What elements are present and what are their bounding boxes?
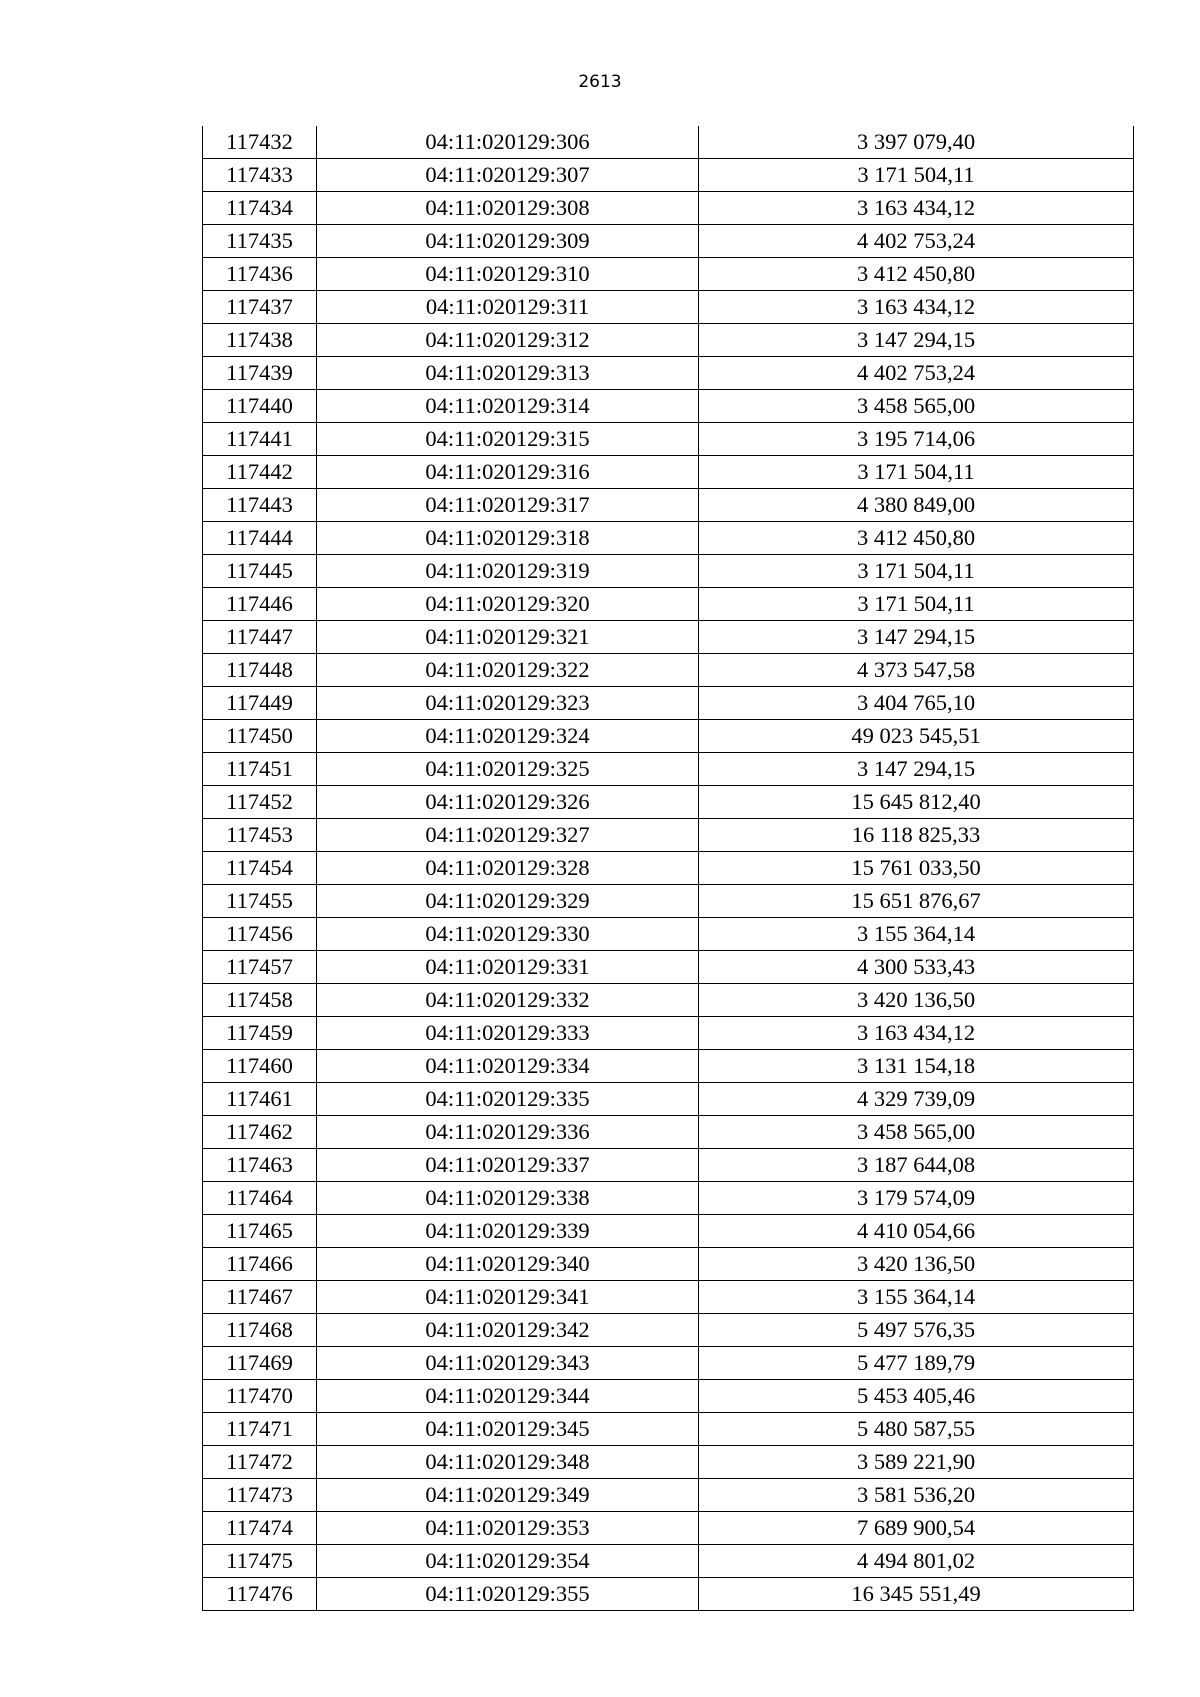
cadastral-number-cell: 04:11:020129:319 [317,555,699,588]
table-row [203,423,1134,456]
cadastral-value-cell: 3 404 765,10 [699,687,1134,720]
table-row [203,1182,1134,1215]
cadastral-number-cell: 04:11:020129:316 [317,456,699,489]
table-body [203,126,1134,1611]
row-number-cell: 117476 [203,1578,317,1611]
cadastral-number-cell: 04:11:020129:321 [317,621,699,654]
cadastral-number-cell: 04:11:020129:328 [317,852,699,885]
table-row [203,1116,1134,1149]
cadastral-value-cell: 3 171 504,11 [699,588,1134,621]
row-number-cell: 117445 [203,555,317,588]
cadastral-number-cell: 04:11:020129:341 [317,1281,699,1314]
table-row [203,555,1134,588]
row-number-cell: 117434 [203,192,317,225]
row-number-cell: 117436 [203,258,317,291]
cadastral-value-cell: 3 171 504,11 [699,159,1134,192]
table-row [203,1314,1134,1347]
table-row [203,1149,1134,1182]
row-number-cell: 117433 [203,159,317,192]
row-number-cell: 117466 [203,1248,317,1281]
table-row [203,1281,1134,1314]
cadastral-value-cell: 3 179 574,09 [699,1182,1134,1215]
page-number: 2613 [578,72,622,92]
cadastral-number-cell: 04:11:020129:329 [317,885,699,918]
row-number-cell: 117444 [203,522,317,555]
cadastral-value-cell: 3 163 434,12 [699,291,1134,324]
cadastral-value-cell: 15 651 876,67 [699,885,1134,918]
cadastral-number-cell: 04:11:020129:343 [317,1347,699,1380]
cadastral-value-cell: 5 480 587,55 [699,1413,1134,1446]
cadastral-number-cell: 04:11:020129:322 [317,654,699,687]
row-number-cell: 117475 [203,1545,317,1578]
table-row [203,1017,1134,1050]
table-row [203,489,1134,522]
cadastral-number-cell: 04:11:020129:354 [317,1545,699,1578]
row-number-cell: 117470 [203,1380,317,1413]
table-row [203,1248,1134,1281]
table-row [203,192,1134,225]
table-row [203,588,1134,621]
cadastral-number-cell: 04:11:020129:317 [317,489,699,522]
cadastral-value-cell: 3 397 079,40 [699,126,1134,159]
row-number-cell: 117458 [203,984,317,1017]
row-number-cell: 117442 [203,456,317,489]
cadastral-number-cell: 04:11:020129:334 [317,1050,699,1083]
row-number-cell: 117472 [203,1446,317,1479]
cadastral-value-cell: 4 380 849,00 [699,489,1134,522]
row-number-cell: 117473 [203,1479,317,1512]
cadastral-number-cell: 04:11:020129:323 [317,687,699,720]
cadastral-value-cell: 5 497 576,35 [699,1314,1134,1347]
table-row [203,522,1134,555]
table-row [203,1545,1134,1578]
row-number-cell: 117467 [203,1281,317,1314]
cadastral-value-cell: 3 163 434,12 [699,192,1134,225]
table-row [203,1578,1134,1611]
row-number-cell: 117438 [203,324,317,357]
table-row [203,885,1134,918]
cadastral-number-cell: 04:11:020129:336 [317,1116,699,1149]
table-row [203,984,1134,1017]
cadastral-number-cell: 04:11:020129:337 [317,1149,699,1182]
table-row [203,390,1134,423]
table-row [203,687,1134,720]
row-number-cell: 117451 [203,753,317,786]
table-row [203,918,1134,951]
cadastral-number-cell: 04:11:020129:345 [317,1413,699,1446]
table-row [203,852,1134,885]
cadastral-value-cell: 15 645 812,40 [699,786,1134,819]
table-row [203,1380,1134,1413]
row-number-cell: 117462 [203,1116,317,1149]
cadastral-number-cell: 04:11:020129:310 [317,258,699,291]
cadastral-number-cell: 04:11:020129:344 [317,1380,699,1413]
table-row [203,654,1134,687]
table-row [203,951,1134,984]
cadastral-number-cell: 04:11:020129:312 [317,324,699,357]
table-row [203,753,1134,786]
cadastral-value-cell: 3 163 434,12 [699,1017,1134,1050]
cadastral-value-cell: 3 581 536,20 [699,1479,1134,1512]
cadastral-number-cell: 04:11:020129:307 [317,159,699,192]
row-number-cell: 117453 [203,819,317,852]
cadastral-value-cell: 4 329 739,09 [699,1083,1134,1116]
cadastral-value-cell: 3 412 450,80 [699,522,1134,555]
cadastral-number-cell: 04:11:020129:309 [317,225,699,258]
cadastral-value-cell: 16 345 551,49 [699,1578,1134,1611]
cadastral-number-cell: 04:11:020129:353 [317,1512,699,1545]
cadastral-value-cell: 3 187 644,08 [699,1149,1134,1182]
table-row [203,819,1134,852]
cadastral-value-cell: 3 155 364,14 [699,918,1134,951]
cadastral-value-cell: 4 373 547,58 [699,654,1134,687]
cadastral-value-cell: 3 195 714,06 [699,423,1134,456]
cadastral-number-cell: 04:11:020129:325 [317,753,699,786]
cadastral-number-cell: 04:11:020129:326 [317,786,699,819]
cadastral-value-cell: 3 589 221,90 [699,1446,1134,1479]
row-number-cell: 117461 [203,1083,317,1116]
cadastral-value-cell: 4 494 801,02 [699,1545,1134,1578]
cadastral-number-cell: 04:11:020129:315 [317,423,699,456]
cadastral-number-cell: 04:11:020129:318 [317,522,699,555]
table-row [203,1215,1134,1248]
row-number-cell: 117448 [203,654,317,687]
row-number-cell: 117447 [203,621,317,654]
table-row [203,1347,1134,1380]
row-number-cell: 117464 [203,1182,317,1215]
cadastral-number-cell: 04:11:020129:332 [317,984,699,1017]
cadastral-value-cell: 3 420 136,50 [699,1248,1134,1281]
cadastral-number-cell: 04:11:020129:340 [317,1248,699,1281]
cadastral-number-cell: 04:11:020129:320 [317,588,699,621]
cadastral-number-cell: 04:11:020129:355 [317,1578,699,1611]
row-number-cell: 117440 [203,390,317,423]
cadastral-value-cell: 4 300 533,43 [699,951,1134,984]
table-row [203,720,1134,753]
cadastral-number-cell: 04:11:020129:342 [317,1314,699,1347]
cadastral-value-cell: 4 402 753,24 [699,225,1134,258]
table-row [203,1413,1134,1446]
row-number-cell: 117449 [203,687,317,720]
cadastral-number-cell: 04:11:020129:331 [317,951,699,984]
row-number-cell: 117441 [203,423,317,456]
row-number-cell: 117454 [203,852,317,885]
cadastral-value-cell: 3 155 364,14 [699,1281,1134,1314]
cadastral-number-cell: 04:11:020129:327 [317,819,699,852]
cadastral-value-cell: 16 118 825,33 [699,819,1134,852]
cadastral-value-cell: 3 458 565,00 [699,390,1134,423]
cadastral-value-cell: 5 453 405,46 [699,1380,1134,1413]
cadastral-number-cell: 04:11:020129:314 [317,390,699,423]
cadastral-value-cell: 49 023 545,51 [699,720,1134,753]
row-number-cell: 117460 [203,1050,317,1083]
row-number-cell: 117474 [203,1512,317,1545]
cadastral-number-cell: 04:11:020129:348 [317,1446,699,1479]
table-row [203,291,1134,324]
cadastral-value-cell: 4 410 054,66 [699,1215,1134,1248]
cadastral-value-cell: 3 171 504,11 [699,555,1134,588]
table-row [203,258,1134,291]
row-number-cell: 117457 [203,951,317,984]
cadastral-value-cell: 7 689 900,54 [699,1512,1134,1545]
table-row [203,225,1134,258]
cadastral-number-cell: 04:11:020129:338 [317,1182,699,1215]
cadastral-number-cell: 04:11:020129:313 [317,357,699,390]
cadastral-value-cell: 3 458 565,00 [699,1116,1134,1149]
row-number-cell: 117463 [203,1149,317,1182]
table-row [203,1083,1134,1116]
table-row [203,786,1134,819]
cadastral-number-cell: 04:11:020129:335 [317,1083,699,1116]
row-number-cell: 117456 [203,918,317,951]
cadastral-number-cell: 04:11:020129:330 [317,918,699,951]
cadastral-number-cell: 04:11:020129:311 [317,291,699,324]
cadastral-value-cell: 3 412 450,80 [699,258,1134,291]
cadastral-number-cell: 04:11:020129:349 [317,1479,699,1512]
row-number-cell: 117432 [203,126,317,159]
cadastral-value-cell: 3 131 154,18 [699,1050,1134,1083]
cadastral-value-cell: 5 477 189,79 [699,1347,1134,1380]
row-number-cell: 117450 [203,720,317,753]
cadastral-value-cell: 3 147 294,15 [699,753,1134,786]
table-row [203,1050,1134,1083]
row-number-cell: 117443 [203,489,317,522]
cadastral-number-cell: 04:11:020129:306 [317,126,699,159]
table-row [203,456,1134,489]
row-number-cell: 117471 [203,1413,317,1446]
table-row [203,1479,1134,1512]
table-row [203,621,1134,654]
row-number-cell: 117439 [203,357,317,390]
row-number-cell: 117446 [203,588,317,621]
cadastral-number-cell: 04:11:020129:308 [317,192,699,225]
table-row [203,159,1134,192]
cadastral-value-cell: 3 171 504,11 [699,456,1134,489]
cadastral-number-cell: 04:11:020129:333 [317,1017,699,1050]
row-number-cell: 117459 [203,1017,317,1050]
row-number-cell: 117437 [203,291,317,324]
row-number-cell: 117469 [203,1347,317,1380]
row-number-cell: 117468 [203,1314,317,1347]
cadastral-number-cell: 04:11:020129:339 [317,1215,699,1248]
cadastral-value-cell: 3 420 136,50 [699,984,1134,1017]
table-row [203,1446,1134,1479]
row-number-cell: 117435 [203,225,317,258]
row-number-cell: 117452 [203,786,317,819]
cadastral-value-cell: 3 147 294,15 [699,621,1134,654]
table-row [203,324,1134,357]
cadastral-value-cell: 3 147 294,15 [699,324,1134,357]
cadastral-number-cell: 04:11:020129:324 [317,720,699,753]
cadastral-value-table [202,126,1134,1611]
table-row [203,126,1134,159]
table-row [203,357,1134,390]
table-row [203,1512,1134,1545]
cadastral-value-cell: 4 402 753,24 [699,357,1134,390]
row-number-cell: 117465 [203,1215,317,1248]
row-number-cell: 117455 [203,885,317,918]
cadastral-value-cell: 15 761 033,50 [699,852,1134,885]
